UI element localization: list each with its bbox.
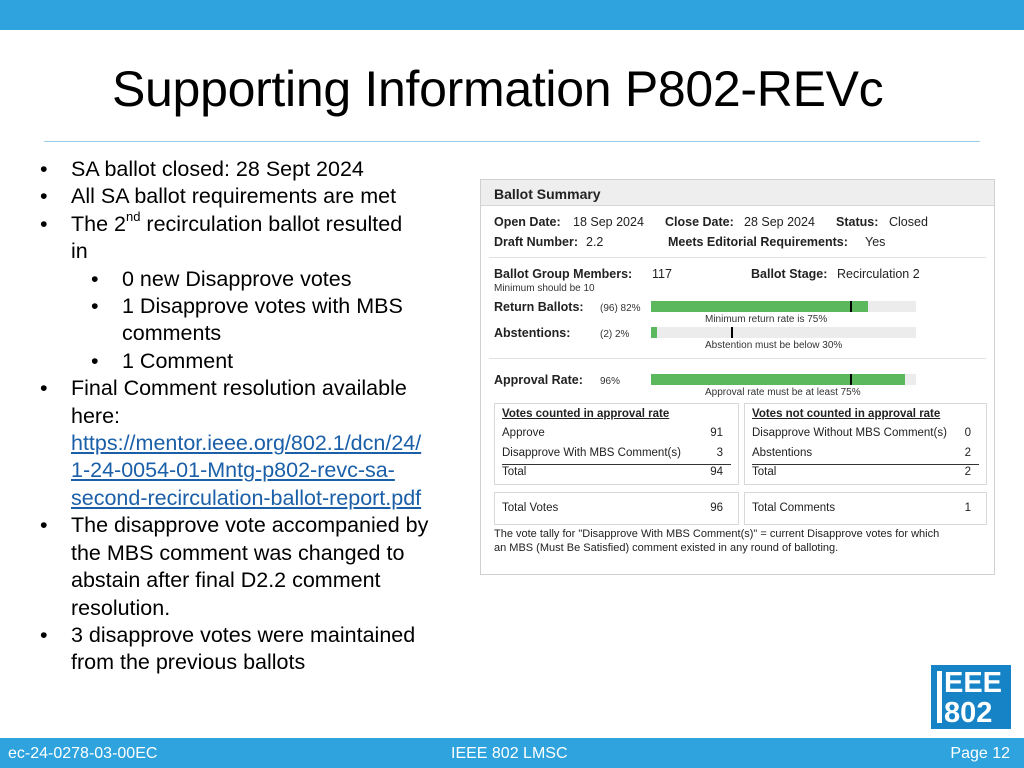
bullet-marker: • — [40, 157, 48, 181]
bullet-marker: • — [40, 184, 48, 209]
approval-rate-fill — [651, 374, 905, 385]
bullet-item: • 3 disapprove votes were maintained from the previous ballots — [40, 622, 416, 675]
abstention-fill — [651, 327, 657, 338]
approval-rate-value: 96% — [600, 376, 621, 387]
total-votes-box — [494, 492, 739, 525]
bullet-item: • The disapprove vote accompanied by the MBS comment was changed to abstain after final D2.2 comment resolution. — [40, 513, 429, 620]
ballot-summary-panel — [480, 179, 995, 575]
title-divider — [44, 141, 980, 142]
approval-threshold-marker — [850, 374, 852, 385]
members-value: 117 — [652, 267, 672, 281]
total-comments-box — [744, 492, 987, 525]
footer-center: IEEE 802 LMSC — [451, 745, 568, 762]
return-rate-fill — [651, 301, 868, 312]
sub-bullet-item: • 1 Disapprove votes with MBS comments — [91, 294, 403, 346]
table-total-row: Total 94 — [502, 466, 723, 478]
bullet-marker: • — [40, 376, 48, 401]
ballot-summary-header: Ballot Summary — [481, 180, 994, 206]
footer-doc-id: ec-24-0278-03-00EC — [8, 745, 158, 762]
abstentions-value: (2) 2% — [600, 329, 630, 340]
members-label: Ballot Group Members: — [494, 267, 633, 281]
ieee-802-logo — [931, 665, 1011, 729]
approval-rate-bar — [651, 374, 916, 385]
vote-tally-footnote-line: The vote tally for "Disapprove With MBS Comment(s)" = current Disapprove votes for which — [494, 528, 940, 540]
bullet-item: • Final Comment resolution available here: https://mentor.ieee.org/802.1/dcn/24/ 1-24-0054-01-Mntg-p802-revc-sa- second-recirculation-ballot-report.pdf — [24, 375, 464, 512]
table-total-row: Total 2 — [752, 466, 971, 478]
total-comments-row: Total Comments 1 — [752, 502, 971, 514]
status-label: Status: — [836, 215, 879, 229]
approval-rate-label: Approval Rate: — [494, 373, 583, 387]
return-threshold-marker — [850, 301, 852, 312]
bullet-marker: • — [40, 513, 48, 538]
bullet-marker: • — [40, 622, 48, 647]
ballot-stage-label: Ballot Stage: — [751, 267, 828, 281]
bullet-marker: • — [91, 266, 99, 291]
approval-rate-note: Approval rate must be at least 75% — [705, 387, 861, 398]
bullet-item: • All SA ballot requirements are met — [24, 183, 464, 210]
total-votes-row: Total Votes 96 — [502, 502, 723, 514]
divider — [489, 257, 986, 258]
counted-votes-header: Votes counted in approval rate — [502, 408, 670, 420]
comment-resolution-link[interactable]: https://mentor.ieee.org/802.1/dcn/24/ 1-24-0054-01-Mntg-p802-revc-sa- second-recirculation-ballot-report.pdf — [71, 431, 422, 510]
bullet-item: • SA ballot closed: 28 Sept 2024 — [24, 156, 464, 183]
abstention-threshold-marker — [731, 327, 733, 338]
sub-bullet-item: • 0 new Disapprove votes — [24, 266, 464, 293]
table-row: Disapprove Without MBS Comment(s) 0 — [752, 427, 971, 439]
return-ballots-value: (96) 82% — [600, 303, 641, 314]
footer-bar — [0, 738, 1024, 768]
open-date-value: 18 Sep 2024 — [573, 215, 644, 229]
abstention-bar — [651, 327, 916, 338]
return-rate-note: Minimum return rate is 75% — [705, 314, 828, 325]
logo-bar — [937, 671, 942, 723]
vote-tally-footnote-line: an MBS (Must Be Satisfied) comment existed in any round of balloting. — [494, 542, 839, 554]
editorial-label: Meets Editorial Requirements: — [668, 235, 848, 249]
minimum-note: Minimum should be 10 — [494, 283, 595, 294]
bullet-list — [24, 156, 464, 677]
bullet-marker: • — [91, 348, 99, 373]
editorial-value: Yes — [865, 235, 886, 249]
draft-number-label: Draft Number: — [494, 235, 579, 249]
status-value: Closed — [889, 215, 928, 229]
divider — [489, 358, 986, 359]
counted-votes-table — [494, 403, 739, 485]
abstention-note: Abstention must be below 30% — [705, 340, 843, 351]
ballot-stage-value: Recirculation 2 — [837, 267, 920, 281]
open-date-label: Open Date: — [494, 215, 561, 229]
top-color-band — [0, 0, 1024, 30]
table-row: Disapprove With MBS Comment(s) 3 — [502, 447, 723, 459]
abstentions-label: Abstentions: — [494, 326, 571, 340]
slide-title: Supporting Information P802-REVc — [112, 61, 884, 117]
bullet-marker: • — [40, 211, 48, 236]
not-counted-votes-table — [744, 403, 987, 485]
table-row: Abstentions 2 — [752, 447, 971, 459]
bullet-marker: • — [91, 294, 99, 319]
sub-bullet-item: • 1 Comment — [24, 348, 464, 375]
not-counted-votes-header: Votes not counted in approval rate — [752, 408, 941, 420]
return-rate-bar — [651, 301, 916, 312]
close-date-label: Close Date: — [665, 215, 734, 229]
logo-text: EEE — [944, 667, 1003, 699]
footer-page-number: Page 12 — [950, 745, 1010, 762]
close-date-value: 28 Sep 2024 — [744, 215, 815, 229]
logo-text: 802 — [944, 697, 993, 729]
return-ballots-label: Return Ballots: — [494, 300, 584, 314]
bullet-item: • The 2nd recirculation ballot resulted in — [40, 208, 403, 264]
table-row: Approve 91 — [502, 427, 723, 439]
draft-number-value: 2.2 — [586, 235, 604, 249]
